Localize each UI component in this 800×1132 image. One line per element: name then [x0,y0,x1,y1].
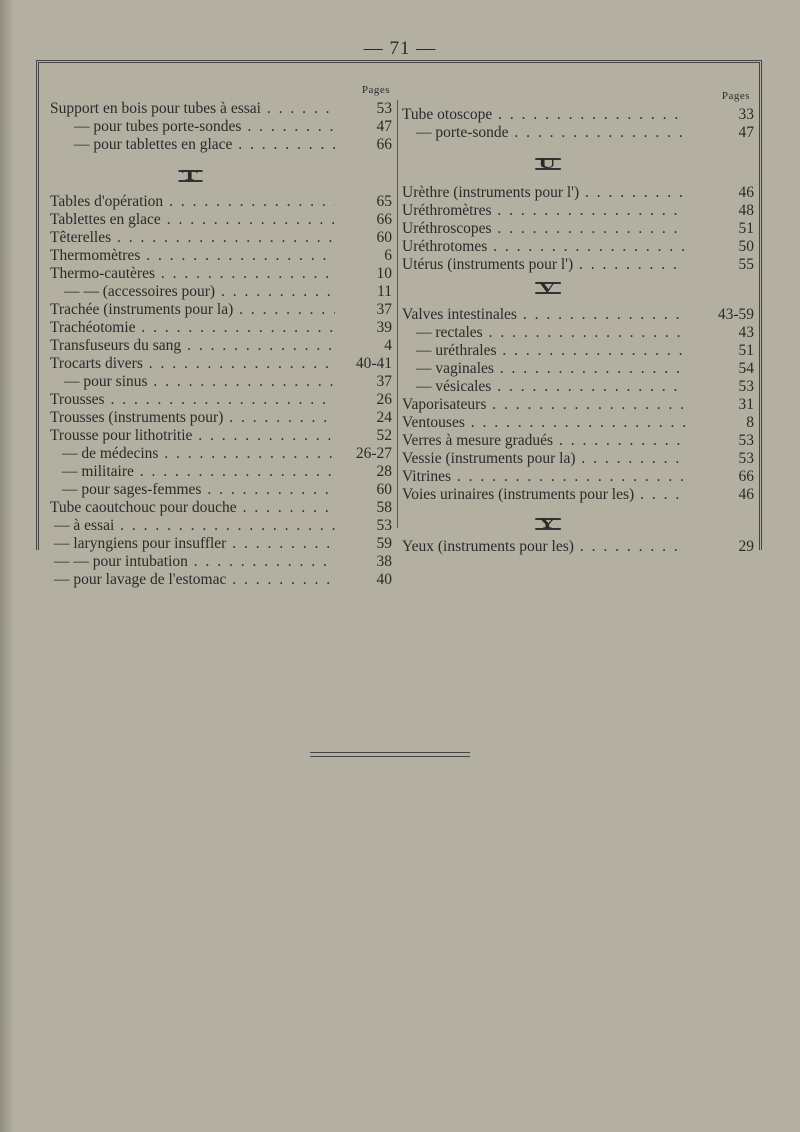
index-entry: Vessie (instruments pour la) . . . 53 [402,450,754,468]
index-entry: — pour tablettes en glace . . . 66 [50,136,392,154]
index-entry: Trocarts divers . . . 40-41 [50,355,392,373]
index-entry: Vitrines . . . 66 [402,468,754,486]
pages-header-right: Pages [721,90,750,102]
index-entry: — laryngiens pour insuffler . . . 59 [50,535,392,553]
pages-header-left: Pages [361,84,390,96]
index-entry: — pour tubes porte-sondes . . . 47 [50,118,392,136]
index-entry: Trousses . . . 26 [50,391,392,409]
page-number: — 71 — [363,38,437,59]
index-entry: — de médecins . . . 26-27 [50,445,392,463]
index-entry: Urèthre (instruments pour l') . . . 46 [402,184,754,202]
index-entry: Ventouses . . . 8 [402,414,754,432]
index-entry: — rectales . . . 43 [402,324,754,342]
index-entry: Uréthrotomes . . . 50 [402,238,754,256]
index-entry: Trachée (instruments pour la) . . . 37 [50,301,392,319]
index-entry: Thermo-cautères . . . 10 [50,265,392,283]
section-letter-v: V [402,280,694,297]
index-entry: — vaginales . . . 54 [402,360,754,378]
index-entry: Transfuseurs du sang . . . 4 [50,337,392,355]
index-entry: — pour sinus . . . 37 [50,373,392,391]
index-entry: Tables d'opération . . . 65 [50,193,392,211]
column-divider [397,100,398,528]
index-entry: — porte-sonde . . . 47 [402,124,754,142]
index-entry: Tube otoscope . . . 33 [402,106,754,124]
index-entry: Trousses (instruments pour) . . . 24 [50,409,392,427]
index-entry: Valves intestinales . . . 43-59 [402,306,754,324]
index-entry: Voies urinaires (instruments pour les) . . . 46 [402,486,754,504]
index-entry: Yeux (instruments pour les) . . . 29 [402,538,754,556]
index-entry: Uréthromètres . . . 48 [402,202,754,220]
index-entry: — pour lavage de l'estomac . . . 40 [50,571,392,589]
index-entry: — à essai . . . 53 [50,517,392,535]
bottom-rule [310,752,470,757]
index-entry: — uréthrales . . . 51 [402,342,754,360]
index-entry: — pour sages-femmes . . . 60 [50,481,392,499]
index-entry: — — (accessoires pour) . . . 11 [50,283,392,301]
index-entry: Verres à mesure gradués . . . 53 [402,432,754,450]
index-entry: Trousse pour lithotritie . . . 52 [50,427,392,445]
section-letter-t: T [50,168,332,185]
index-entry: Thermomètres . . . 6 [50,247,392,265]
section-letter-u: U [402,156,694,173]
section-letter-y: Y [402,516,694,533]
index-entry: Vaporisateurs . . . 31 [402,396,754,414]
index-entry: Trachéotomie . . . 39 [50,319,392,337]
index-entry: Uréthroscopes . . . 51 [402,220,754,238]
page-edge [0,0,14,1132]
index-entry: Tube caoutchouc pour douche . . . 58 [50,499,392,517]
index-entry: Support en bois pour tubes à essai . . . 53 [50,100,392,118]
index-entry: Têterelles . . . 60 [50,229,392,247]
index-entry: Utérus (instruments pour l') . . . 55 [402,256,754,274]
index-entry: — vésicales . . . 53 [402,378,754,396]
index-entry: — militaire . . . 28 [50,463,392,481]
index-entry: — — pour intubation . . . 38 [50,553,392,571]
index-entry: Tablettes en glace . . . 66 [50,211,392,229]
